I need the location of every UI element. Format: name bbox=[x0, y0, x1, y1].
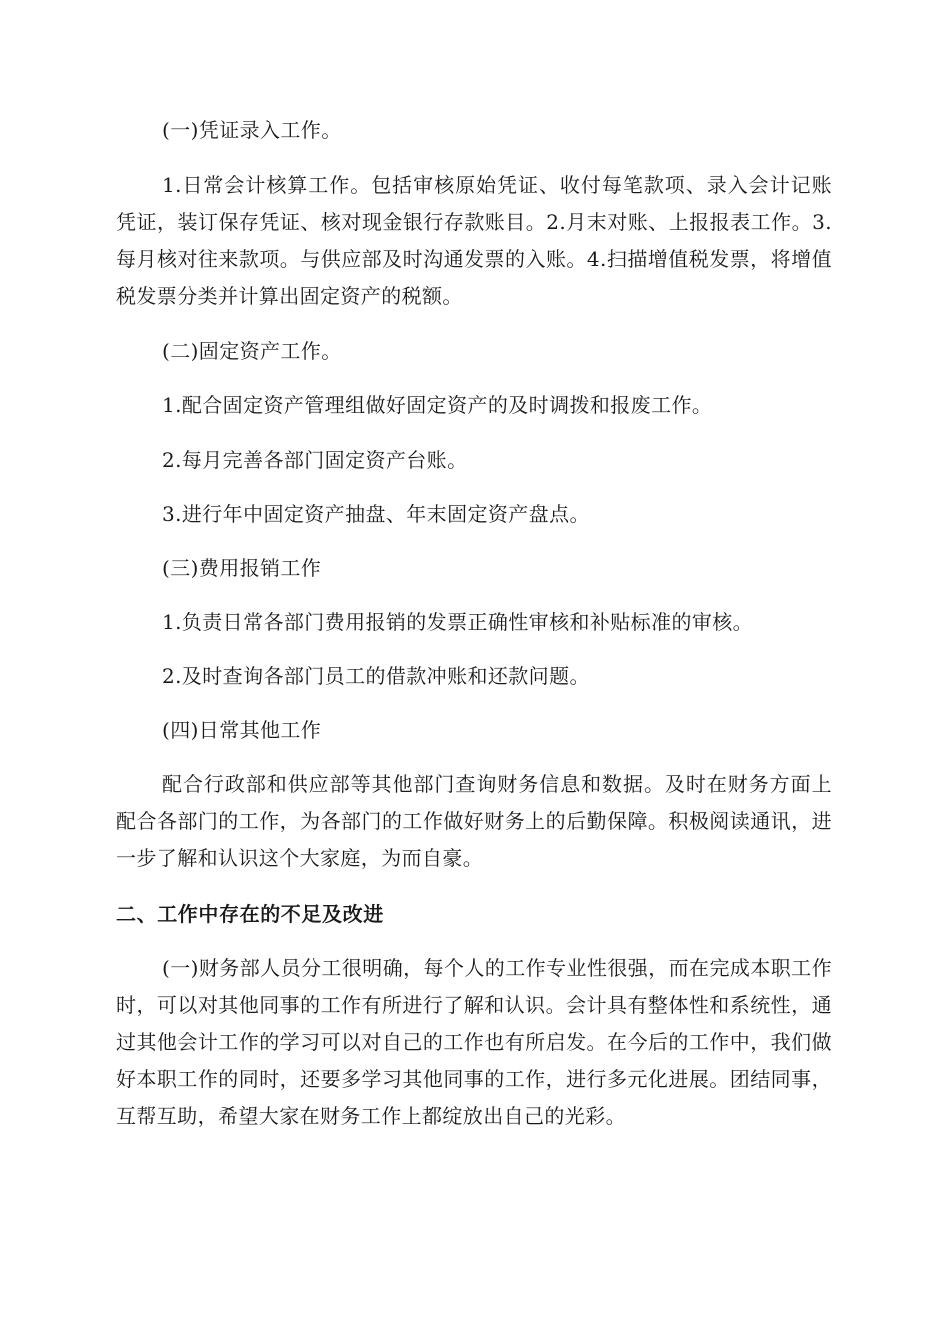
other-work-details: 配合行政部和供应部等其他部门查询财务信息和数据。及时在财务方面上配合各部门的工作，为各部门的工作做好财务上的后勤保障。积极阅读通讯，进一步了解和认识这个大家庭，为而自豪。 bbox=[116, 772, 832, 870]
fixed-assets-item-2: 2.每月完善各部门固定资产台账。 bbox=[162, 448, 468, 472]
section-other-heading: (四)日常其他工作 bbox=[162, 718, 322, 742]
section-two-heading: 二、工作中存在的不足及改进 bbox=[116, 902, 384, 926]
section-fixed-assets-heading: (二)固定资产工作。 bbox=[162, 339, 342, 363]
improvement-details: (一)财务部人员分工很明确，每个人的工作专业性很强，而在完成本职工作时，可以对其他同事的工作有所进行了解和认识。会计具有整体性和系统性，通过其他会计工作的学习可以对自己的工作也有所启发。在今后的工作中，我们做好本职工作的同时，还要多学习其他同事的工作，进行多元化进展。团结同事，互帮互助，希望大家在财务工作上都绽放出自己的光彩。 bbox=[116, 956, 832, 1128]
expense-item-2: 2.及时查询各部门员工的借款冲账和还款问题。 bbox=[162, 664, 590, 688]
voucher-entry-details: 1.日常会计核算工作。包括审核原始凭证、收付每笔款项、录入会计记账凭证，装订保存凭证、核对现金银行存款账目。2.月末对账、上报报表工作。3.每月核对往来款项。与供应部及时沟通发票的入账。4.扫描增值税发票，将增值税发票分类并计算出固定资产的税额。 bbox=[116, 173, 832, 308]
expense-item-1: 1.负责日常各部门费用报销的发票正确性审核和补贴标准的审核。 bbox=[162, 610, 754, 634]
fixed-assets-item-1: 1.配合固定资产管理组做好固定资产的及时调拨和报废工作。 bbox=[162, 393, 713, 417]
section-expense-heading: (三)费用报销工作 bbox=[162, 556, 322, 580]
section-voucher-entry-heading: (一)凭证录入工作。 bbox=[162, 118, 342, 142]
fixed-assets-item-3: 3.进行年中固定资产抽盘、年末固定资产盘点。 bbox=[162, 502, 590, 526]
